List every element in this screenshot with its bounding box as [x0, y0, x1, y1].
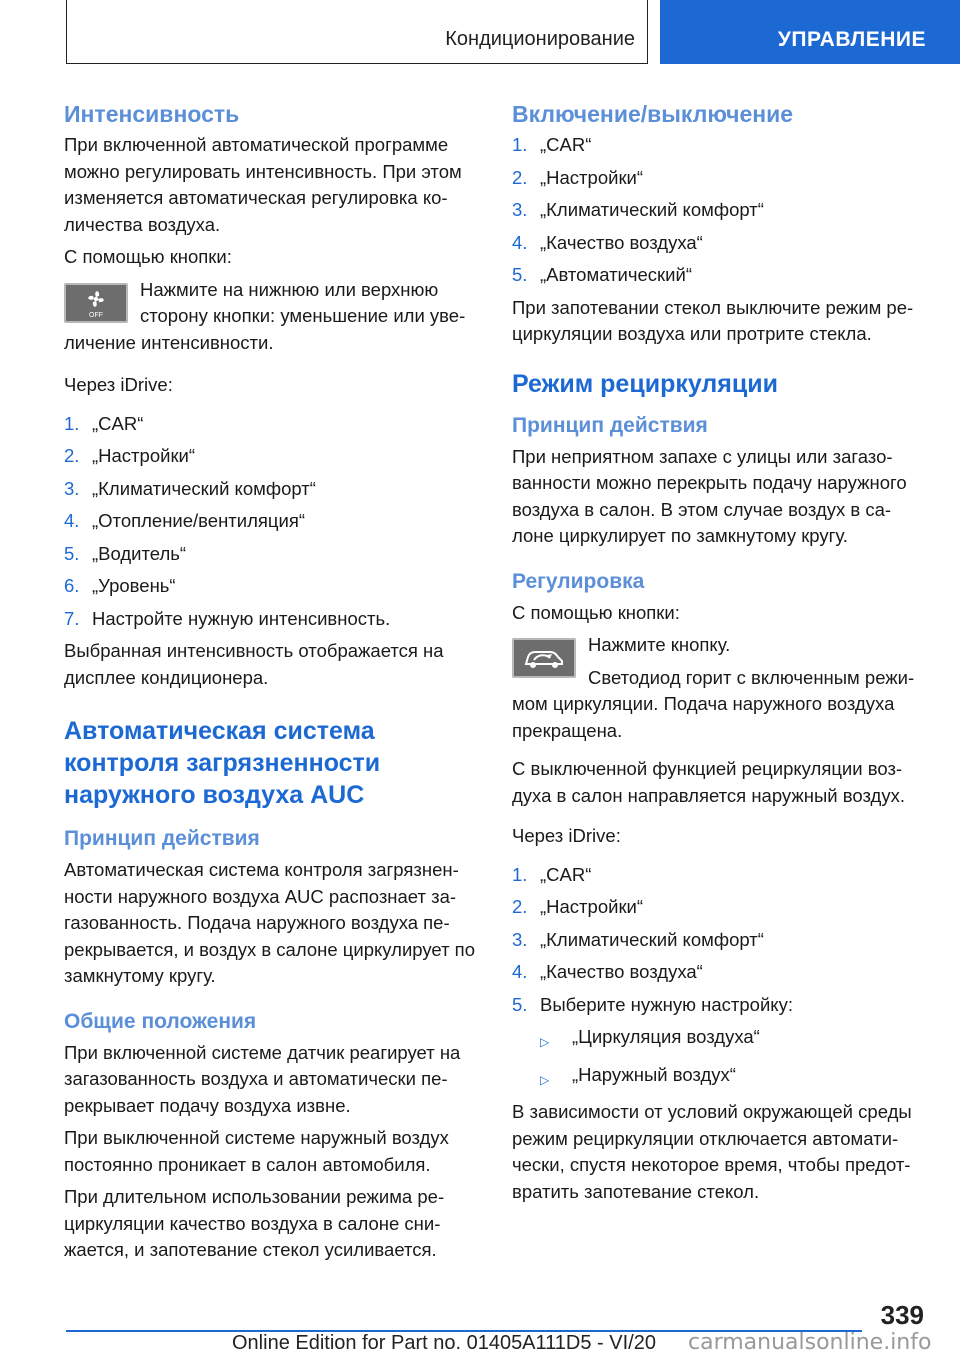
list-item: 1. „CAR“	[64, 412, 144, 434]
list-item: 2. „Настройки“	[512, 896, 644, 917]
auc-principle-text: Автоматическая система контроля загрязнен-ности наружного воздуха AUC распознает за-газованность. Подача наружного воздуха пе-рекрывается, и воздух в салоне циркулирует по замкнутому кругу.	[64, 859, 475, 986]
recirc-principle-text: При неприятном запахе с улицы или загазо-ванности можно перекрыть подачу наружного воздуха в салон. В этом случае воздух в са-лоне циркулирует по замкнутому кругу.	[512, 445, 907, 546]
list-item: 7. Настройте нужную интенсивность.	[64, 607, 391, 629]
auc-general-p1: При включенной системе датчик реагирует на загазованность воздуха и автоматически пе-рекрывает подачу воздуха извне.	[64, 1041, 461, 1116]
recirc-steps	[512, 862, 924, 1019]
list-item: 3. „Климатический комфорт“	[512, 199, 764, 220]
triangle-bullet-icon: ▷	[540, 1072, 550, 1087]
recirc-principle-heading: Принцип действия	[512, 413, 708, 437]
intensity-paragraph: При включенной автоматической программе можно регулировать интенсивность. При этом изменяется автоматическая регулировка ко-личества воздуха.	[64, 134, 462, 235]
page-header	[0, 0, 960, 66]
intensity-heading: Интенсивность	[64, 101, 240, 127]
page-number: 339	[880, 1300, 924, 1330]
intensity-steps	[64, 411, 476, 633]
auc-principle-heading: Принцип действия	[64, 827, 260, 850]
recirc-button-block	[512, 632, 924, 750]
recirc-reg-intro: С помощью кнопки:	[512, 601, 680, 623]
triangle-bullet-icon: ▷	[540, 1035, 550, 1049]
recirc-idrive-intro: Через iDrive:	[512, 825, 621, 846]
recirc-auto-off-note: В зависимости от условий окружающей среды режим рециркуляции отключается автомати-чески, спустя некоторое время, чтобы предот-вратить запотевание стекол.	[512, 1101, 912, 1202]
auc-heading: Автоматическая система контроля загрязненности наружного воздуха AUC	[64, 717, 381, 809]
recirc-button-press: Нажмите кнопку.	[588, 634, 731, 655]
recirc-off-note: С выключенной функцией рециркуляции воз-духа в салон направляется наружный воздух.	[512, 758, 905, 806]
fan-button-description: Нажмите на нижнюю или верхнюю сторону кнопки: уменьшение или уве-личение интенсивности.	[64, 278, 466, 353]
section-tab	[66, 0, 648, 64]
auc-general-heading: Общие положения	[64, 1009, 257, 1033]
auc-general-p3: При длительном использовании режима ре-циркуляции качество воздуха в салоне сни-жается, и запотевание стекол усиливается.	[64, 1186, 445, 1260]
list-item: 5. „Автоматический“	[512, 264, 692, 285]
list-item: 3. „Климатический комфорт“	[512, 928, 764, 950]
onoff-fog-note: При запотевании стекол выключите режим ре-циркуляции воздуха или протрите стекла.	[512, 296, 914, 344]
intensity-display-note: Выбранная интенсивность отображается на дисплее кондиционера.	[64, 640, 444, 688]
fan-button-block	[64, 277, 476, 363]
list-item: 5. „Водитель“	[64, 542, 187, 564]
list-item: 2. „Настройки“	[512, 166, 644, 188]
right-column	[512, 100, 924, 1211]
list-item: 4. „Качество воздуха“	[512, 231, 703, 253]
recirc-heading: Режим рециркуляции	[512, 369, 779, 398]
onoff-heading: Включение/выключение	[512, 101, 794, 127]
list-item: 4. „Отопление/вентиляция“	[64, 510, 306, 531]
chapter-tab	[660, 0, 960, 64]
recirc-reg-heading: Регулировка	[512, 569, 645, 593]
list-item: 3. „Климатический комфорт“	[64, 477, 316, 499]
list-item: ▷ „Циркуляция воздуха“	[540, 1024, 924, 1056]
recirculation-button-icon	[512, 638, 576, 678]
list-item: 2. „Настройки“	[64, 445, 196, 466]
fan-intensity-button-icon	[64, 283, 128, 323]
onoff-steps	[512, 132, 924, 289]
list-item: 1. „CAR“	[512, 134, 592, 155]
edition-info: Online Edition for Part no. 01405A111D5 - VI/20	[232, 1332, 656, 1354]
list-item: 6. „Уровень“	[64, 575, 176, 596]
recirc-sub-options	[512, 1024, 924, 1093]
watermark: carmanualsonline.info	[688, 1330, 932, 1355]
intensity-button-intro: С помощью кнопки:	[64, 246, 232, 267]
list-item: 5. Выберите нужную настройку:	[512, 993, 793, 1015]
recirc-led-note: Светодиод горит с включенным режи-мом циркуляции. Подача наружного воздуха прекращена.	[512, 666, 915, 741]
chapter-title: УПРАВЛЕНИЕ	[777, 28, 926, 51]
section-title: Кондиционирование	[445, 28, 635, 50]
intensity-idrive-intro: Через iDrive:	[64, 374, 173, 395]
fan-button-off-label: OFF	[89, 311, 103, 319]
list-item: ▷ „Наружный воздух“	[540, 1062, 924, 1094]
list-item: 1. „CAR“	[512, 863, 592, 885]
left-column	[64, 100, 476, 1270]
list-item: 4. „Качество воздуха“	[512, 961, 703, 982]
auc-general-p2: При выключенной системе наружный воздух постоянно проникает в салон автомобиля.	[64, 1127, 449, 1175]
